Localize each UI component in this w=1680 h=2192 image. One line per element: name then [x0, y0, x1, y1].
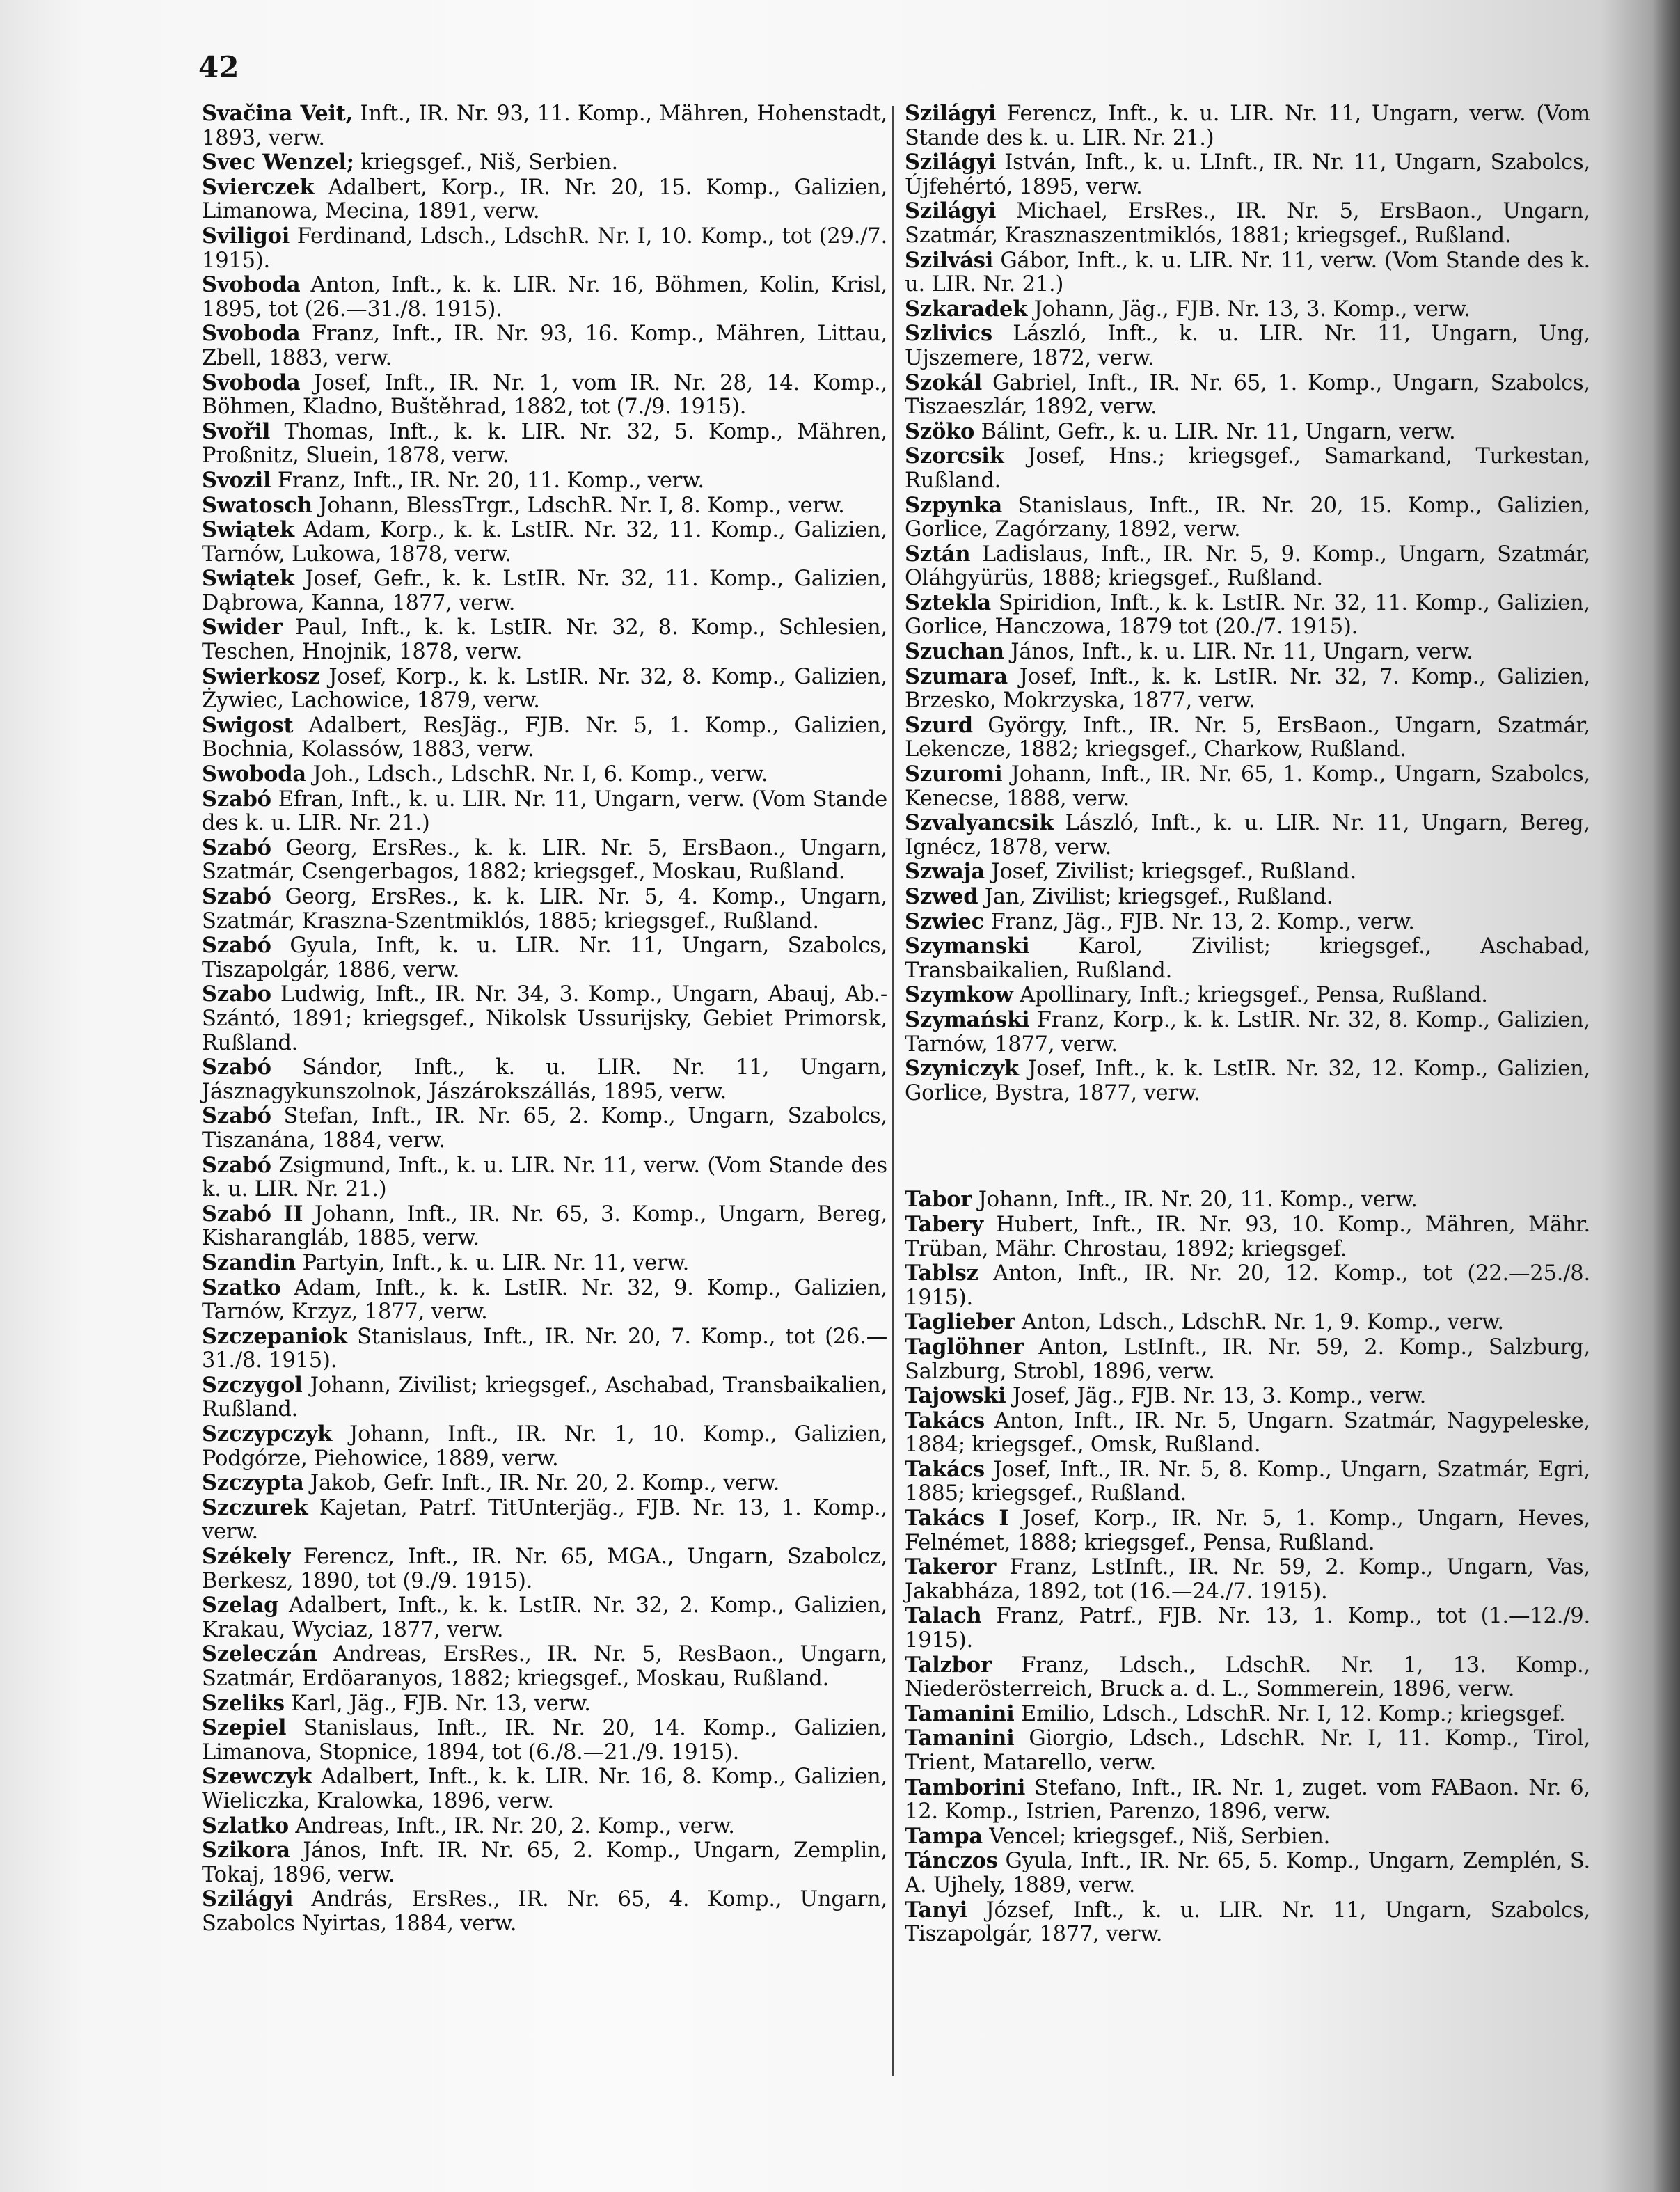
- list-entry: [202, 1104, 887, 1153]
- entry-details: Adalbert, Inft., k. k. LstIR. Nr. 32, 2. Komp., Galizien, Krakau, Wyciaz, 1877, verw.: [202, 1593, 887, 1642]
- list-entry: [905, 1898, 1590, 1947]
- list-entry: [202, 1814, 887, 1839]
- entry-details: Hubert, Inft., IR. Nr. 93, 10. Komp., Mähren, Mähr. Trüban, Mähr. Chrostau, 1892; kriegsgef.: [905, 1212, 1590, 1261]
- list-entry: [905, 1653, 1590, 1702]
- list-entry: [905, 1824, 1590, 1850]
- entry-details: Thomas, Inft., k. k. LIR. Nr. 32, 5. Komp., Mähren, Proßnitz, Sluein, 1878, verw.: [202, 419, 887, 468]
- entry-surname: Szelag: [202, 1593, 279, 1618]
- list-entry: [202, 567, 887, 615]
- entry-details: Jakob, Gefr. Inft., IR. Nr. 20, 2. Komp., verw.: [303, 1471, 780, 1496]
- entry-surname: Tanyi: [905, 1897, 968, 1923]
- entry-surname: Szilágyi: [905, 101, 997, 126]
- entry-surname: Svierczek: [202, 174, 315, 200]
- list-entry: [202, 1838, 887, 1887]
- entry-surname: Szabo: [202, 981, 271, 1007]
- list-entry: [905, 420, 1590, 445]
- list-entry: [202, 1496, 887, 1545]
- list-entry: [905, 1384, 1590, 1409]
- list-entry: [905, 249, 1590, 297]
- entry-details: Zsigmund, Inft., k. u. LIR. Nr. 11, verw. (Vom Stande des k. u. LIR. Nr. 21.): [202, 1153, 887, 1202]
- entry-surname: Szyniczyk: [905, 1056, 1019, 1082]
- entry-details: György, Inft., IR. Nr. 5, ErsBaon., Ungarn, Szatmár, Lekencze, 1882; kriegsgef., Charkow, Rußland.: [905, 713, 1590, 762]
- entry-details: László, Inft., k. u. LIR. Nr. 11, Ungarn, Bereg, Ignécz, 1878, verw.: [905, 811, 1590, 860]
- list-entry: [202, 1153, 887, 1202]
- entry-surname: Szczygol: [202, 1372, 303, 1398]
- entry-surname: Szokál: [905, 370, 982, 395]
- list-entry: [905, 983, 1590, 1008]
- list-entry: [905, 885, 1590, 910]
- entry-surname: Szabó: [202, 835, 271, 860]
- entry-surname: Sviligoi: [202, 223, 290, 249]
- entry-details: Andreas, ErsRes., IR. Nr. 5, ResBaon., Ungarn, Szatmár, Erdöaranyos, 1882; kriegsgef., Moskau, Rußland.: [202, 1642, 887, 1691]
- entry-details: Efran, Inft., k. u. LIR. Nr. 11, Ungarn, verw. (Vom Stande des k. u. LIR. Nr. 21.): [202, 787, 887, 836]
- list-entry: [905, 1702, 1590, 1727]
- entry-details: Adalbert, Inft., k. k. LIR. Nr. 16, 8. Komp., Galizien, Wieliczka, Kralowka, 1896, verw.: [202, 1765, 887, 1813]
- list-entry: [905, 665, 1590, 713]
- page-number: 42: [198, 50, 239, 84]
- list-entry: [202, 1325, 887, 1373]
- list-entry: [202, 982, 887, 1055]
- entry-details: Adam, Korp., k. k. LstIR. Nr. 32, 11. Komp., Galizien, Tarnów, Lukowa, 1878, verw.: [202, 518, 887, 567]
- entry-details: Gyula, Inft., IR. Nr. 65, 5. Komp., Ungarn, Zemplén, S. A. Ujhely, 1889, verw.: [905, 1849, 1590, 1898]
- entry-surname: Szabó: [202, 1055, 271, 1080]
- left-column: [202, 102, 887, 1937]
- list-entry: [905, 1849, 1590, 1898]
- entry-surname: Szwiec: [905, 908, 984, 934]
- entry-details: Vencel; kriegsgef., Niš, Serbien.: [982, 1824, 1331, 1849]
- entry-details: Adam, Inft., k. k. LstIR. Nr. 32, 9. Komp., Galizien, Tarnów, Krzyz, 1877, verw.: [202, 1275, 887, 1325]
- list-entry: [905, 322, 1590, 370]
- entry-details: Adalbert, Korp., IR. Nr. 20, 15. Komp., Galizien, Limanowa, Mecina, 1891, verw.: [202, 175, 887, 224]
- entry-surname: Svořil: [202, 418, 271, 444]
- list-entry: [202, 1251, 887, 1276]
- entry-surname: Szymanski: [905, 933, 1030, 959]
- list-entry: [202, 518, 887, 567]
- entry-surname: Sztán: [905, 541, 971, 567]
- entry-surname: Szilágyi: [202, 1886, 294, 1912]
- entry-details: Johann, Jäg., FJB. Nr. 13, 3. Komp., verw.: [1027, 297, 1471, 322]
- list-entry: [905, 494, 1590, 542]
- entry-surname: Tajowski: [905, 1383, 1006, 1409]
- list-entry: [202, 665, 887, 713]
- entry-surname: Tabor: [905, 1187, 972, 1213]
- entry-details: Gábor, Inft., k. u. LIR. Nr. 11, verw. (Vom Stande des k. u. LIR. Nr. 21.): [905, 248, 1590, 297]
- entry-details: János, Inft. IR. Nr. 65, 2. Komp., Ungarn, Zemplin, Tokaj, 1896, verw.: [202, 1838, 887, 1887]
- entry-surname: Szilvási: [905, 247, 994, 273]
- entry-details: Emilio, Ldsch., LdschR. Nr. I, 12. Komp.; kriegsgef.: [1014, 1701, 1566, 1726]
- entry-details: Apollinary, Inft.; kriegsgef., Pensa, Rußland.: [1013, 983, 1488, 1008]
- entry-surname: Talach: [905, 1603, 982, 1629]
- list-entry: [202, 1055, 887, 1104]
- list-entry: [905, 199, 1590, 248]
- entry-surname: Svozil: [202, 467, 271, 493]
- entry-surname: Szuchan: [905, 639, 1004, 665]
- entry-details: Stefan, Inft., IR. Nr. 65, 2. Komp., Ungarn, Szabolcs, Tiszanána, 1884, verw.: [202, 1104, 887, 1153]
- entry-details: Joh., Ldsch., LdschR. Nr. I, 6. Komp., verw.: [306, 762, 768, 787]
- entry-surname: Taglieber: [905, 1309, 1015, 1335]
- list-entry: [905, 1726, 1590, 1775]
- entry-surname: Szabó: [202, 786, 271, 812]
- entry-details: Johann, Inft., IR. Nr. 65, 1. Komp., Ungarn, Szabolcs, Kenecse, 1888, verw.: [905, 762, 1590, 811]
- entry-surname: Szkaradek: [905, 296, 1028, 322]
- entry-details: Stanislaus, Inft., IR. Nr. 20, 7. Komp., tot (26.—31./8. 1915).: [202, 1324, 887, 1373]
- entry-details: Josef, Gefr., k. k. LstIR. Nr. 32, 11. Komp., Galizien, Dąbrowa, Kanna, 1877, verw.: [202, 567, 887, 615]
- entry-surname: Svačina Veit,: [202, 101, 354, 126]
- entry-surname: Szöko: [905, 418, 975, 444]
- entry-details: Ferencz, Inft., k. u. LIR. Nr. 11, Ungarn, verw. (Vom Stande des k. u. LIR. Nr. 21.): [905, 102, 1590, 150]
- entry-surname: Szabó: [202, 1152, 271, 1178]
- entry-surname: Takács: [905, 1456, 985, 1482]
- list-entry: [905, 542, 1590, 591]
- list-entry: [202, 273, 887, 322]
- entry-details: Spiridion, Inft., k. k. LstIR. Nr. 32, 11. Komp., Galizien, Gorlice, Hanczowa, 1879 tot (20./7. 1915).: [905, 590, 1590, 640]
- entry-surname: Svoboda: [202, 321, 301, 347]
- entry-details: Bálint, Gefr., k. u. LIR. Nr. 11, Ungarn, verw.: [974, 419, 1456, 444]
- entry-surname: Szewczyk: [202, 1764, 312, 1790]
- section-gap: [905, 1105, 1590, 1188]
- entry-surname: Szczypta: [202, 1470, 304, 1496]
- list-entry: [905, 150, 1590, 199]
- entry-surname: Szepiel: [202, 1715, 287, 1741]
- entry-details: Franz, Ldsch., LdschR. Nr. 1, 13. Komp., Niederösterreich, Bruck a. d. L., Sommerein, 1896, verw.: [905, 1653, 1590, 1702]
- entry-surname: Takács I: [905, 1506, 1009, 1531]
- entry-surname: Tampa: [905, 1823, 983, 1849]
- page-edge-shadow: [1652, 0, 1680, 2192]
- entry-surname: Szeliks: [202, 1690, 285, 1716]
- entry-details: Johann, Inft., IR. Nr. 65, 3. Komp., Ungarn, Bereg, Kisharangláb, 1885, verw.: [202, 1201, 887, 1251]
- entry-details: Ferencz, Inft., IR. Nr. 65, MGA., Ungarn, Szabolcz, Berkesz, 1890, tot (9./9. 1915).: [202, 1545, 887, 1593]
- entry-details: András, ErsRes., IR. Nr. 65, 4. Komp., Ungarn, Szabolcs Nyirtas, 1884, verw.: [202, 1887, 887, 1936]
- entry-surname: Tamanini: [905, 1726, 1015, 1751]
- list-entry: [202, 836, 887, 885]
- list-entry: [202, 1276, 887, 1325]
- entry-surname: Svec Wenzel;: [202, 150, 354, 175]
- entry-details: Franz, Inft., IR. Nr. 20, 11. Komp., verw.: [271, 468, 704, 493]
- entry-details: Franz, LstInft., IR. Nr. 59, 2. Komp., Ungarn, Vas, Jakabháza, 1892, tot (16.—24./7. 1915).: [905, 1555, 1590, 1604]
- entry-surname: Swatosch: [202, 492, 312, 518]
- entry-details: Giorgio, Ldsch., LdschR. Nr. I, 11. Komp., Tirol, Trient, Matarello, verw.: [905, 1726, 1590, 1775]
- entry-surname: Sztekla: [905, 590, 991, 615]
- entry-details: János, Inft., k. u. LIR. Nr. 11, Ungarn, verw.: [1004, 640, 1473, 665]
- entry-details: Johann, Zivilist; kriegsgef., Aschabad, Transbaikalien, Rußland.: [202, 1373, 887, 1422]
- entry-details: Ladislaus, Inft., IR. Nr. 5, 9. Komp., Ungarn, Szatmár, Oláhgyürüs, 1888; kriegsgef., Rußland.: [905, 542, 1590, 591]
- list-entry: [202, 762, 887, 787]
- entry-surname: Szlatko: [202, 1813, 289, 1838]
- list-entry: [905, 1008, 1590, 1057]
- entry-surname: Szabó: [202, 884, 271, 909]
- entry-details: Karol, Zivilist; kriegsgef., Aschabad, Transbaikalien, Rußland.: [905, 934, 1590, 983]
- list-entry: [202, 1765, 887, 1813]
- list-entry: [202, 1545, 887, 1593]
- entry-surname: Szuromi: [905, 762, 1003, 787]
- entry-surname: Takeror: [905, 1554, 997, 1580]
- entry-details: István, Inft., k. u. LInft., IR. Nr. 11, Ungarn, Szabolcs, Újfehértó, 1895, verw.: [905, 150, 1590, 199]
- entry-surname: Swoboda: [202, 762, 306, 787]
- entry-surname: Tánczos: [905, 1848, 998, 1874]
- entry-surname: Szabó: [202, 1103, 271, 1129]
- entry-surname: Szczurek: [202, 1495, 308, 1520]
- entry-details: Franz, Jäg., FJB. Nr. 13, 2. Komp., verw.: [983, 909, 1415, 934]
- list-entry: [905, 1604, 1590, 1653]
- entry-surname: Szymański: [905, 1007, 1030, 1032]
- entry-surname: Swierkosz: [202, 663, 320, 689]
- entry-details: Kajetan, Patrf. TitUnterjäg., FJB. Nr. 13, 1. Komp., verw.: [202, 1495, 887, 1545]
- entry-surname: Szilágyi: [905, 150, 997, 175]
- list-entry: [202, 150, 887, 175]
- list-entry: [905, 1335, 1590, 1384]
- list-entry: [905, 1057, 1590, 1105]
- entry-surname: Szczypczyk: [202, 1421, 333, 1447]
- list-entry: [202, 371, 887, 420]
- entry-surname: Szumara: [905, 663, 1008, 689]
- list-entry: [202, 1593, 887, 1642]
- entry-surname: Szabó: [202, 933, 271, 959]
- entry-details: Josef, Jäg., FJB. Nr. 13, 3. Komp., verw.: [1006, 1384, 1427, 1409]
- entry-surname: Szandin: [202, 1249, 296, 1275]
- entry-details: Karl, Jäg., FJB. Nr. 13, verw.: [284, 1691, 591, 1716]
- entry-details: Johann, Inft., IR. Nr. 20, 11. Komp., verw.: [972, 1188, 1418, 1213]
- entry-details: Paul, Inft., k. k. LstIR. Nr. 32, 8. Komp., Schlesien, Teschen, Hnojnik, 1878, verw.: [202, 615, 887, 665]
- entry-details: Stefano, Inft., IR. Nr. 1, zuget. vom FABaon. Nr. 6, 12. Komp., Istrien, Parenzo, 1896, verw.: [905, 1775, 1590, 1824]
- entry-details: Johann, Inft., IR. Nr. 1, 10. Komp., Galizien, Podgórze, Piehowice, 1889, verw.: [202, 1422, 887, 1471]
- entry-details: József, Inft., k. u. LIR. Nr. 11, Ungarn, Szabolcs, Tiszapolgár, 1877, verw.: [905, 1898, 1590, 1947]
- entry-details: Josef, Inft., k. k. LstIR. Nr. 32, 12. Komp., Galizien, Gorlice, Bystra, 1877, verw.: [905, 1057, 1590, 1105]
- entry-details: Josef, Korp., IR. Nr. 5, 1. Komp., Ungarn, Heves, Felnémet, 1888; kriegsgef., Pensa, Rußland.: [905, 1506, 1591, 1555]
- list-entry: [905, 371, 1590, 420]
- list-entry: [905, 762, 1590, 811]
- list-entry: [905, 297, 1590, 322]
- entry-details: kriegsgef., Niš, Serbien.: [354, 150, 618, 175]
- list-entry: [905, 1188, 1590, 1213]
- entry-surname: Swider: [202, 615, 283, 640]
- entry-details: László, Inft., k. u. LIR. Nr. 11, Ungarn, Ung, Ujszemere, 1872, verw.: [905, 322, 1590, 370]
- list-entry: [202, 494, 887, 519]
- list-entry: [905, 860, 1590, 885]
- entry-surname: Takács: [905, 1408, 985, 1433]
- entry-details: Adalbert, ResJäg., FJB. Nr. 5, 1. Komp., Galizien, Bochnia, Kolassów, 1883, verw.: [202, 713, 887, 762]
- list-entry: [202, 322, 887, 370]
- list-entry: [905, 910, 1590, 935]
- list-entry: [905, 1555, 1590, 1604]
- entry-details: Ferdinand, Ldsch., LdschR. Nr. I, 10. Komp., tot (29./7. 1915).: [202, 223, 887, 273]
- column-divider: [892, 106, 894, 2076]
- entry-surname: Tamanini: [905, 1701, 1015, 1726]
- entry-surname: Szilágyi: [905, 198, 997, 224]
- right-column: [905, 102, 1590, 1947]
- entry-surname: Tablsz: [905, 1261, 978, 1286]
- entry-surname: Szczepaniok: [202, 1323, 347, 1349]
- entry-details: Anton, Inft., IR. Nr. 20, 12. Komp., tot (22.—25./8. 1915).: [905, 1261, 1590, 1310]
- entry-surname: Tabery: [905, 1211, 983, 1237]
- list-entry: [905, 934, 1590, 983]
- entry-details: Josef, Inft., k. k. LstIR. Nr. 32, 7. Komp., Galizien, Brzesko, Mokrzyska, 1877, verw.: [905, 664, 1590, 713]
- entry-surname: Szabó II: [202, 1201, 303, 1227]
- entry-details: Franz, Inft., IR. Nr. 93, 16. Komp., Mähren, Littau, Zbell, 1883, verw.: [202, 322, 887, 370]
- list-entry: [202, 713, 887, 762]
- list-entry: [905, 1776, 1590, 1824]
- entry-details: Georg, ErsRes., k. k. LIR. Nr. 5, ErsBaon., Ungarn, Szatmár, Csengerbagos, 1882; kriegsgef., Moskau, Rußland.: [202, 835, 887, 885]
- list-entry: [905, 1506, 1590, 1555]
- list-entry: [202, 787, 887, 836]
- list-entry: [202, 1202, 887, 1251]
- list-entry: [202, 175, 887, 224]
- entry-surname: Swiątek: [202, 566, 294, 592]
- list-entry: [202, 1887, 887, 1936]
- entry-surname: Szurd: [905, 712, 973, 738]
- entry-details: Inft., IR. Nr. 93, 11. Komp., Mähren, Hohenstadt, 1893, verw.: [202, 102, 888, 150]
- entry-details: Josef, Korp., k. k. LstIR. Nr. 32, 8. Komp., Galizien, Żywiec, Lachowice, 1879, verw.: [202, 664, 887, 713]
- entry-details: Anton, Ldsch., LdschR. Nr. 1, 9. Komp., verw.: [1015, 1310, 1504, 1335]
- list-entry: [202, 1692, 887, 1717]
- entry-details: Georg, ErsRes., k. k. LIR. Nr. 5, 4. Komp., Ungarn, Szatmár, Kraszna-Szentmiklós, 1885; kriegsgef., Rußland.: [202, 885, 887, 933]
- list-entry: [202, 1716, 887, 1765]
- list-entry: [202, 885, 887, 933]
- list-entry: [905, 1261, 1590, 1310]
- list-entry: [202, 1471, 887, 1496]
- list-entry: [905, 1409, 1590, 1458]
- entry-surname: Szymkow: [905, 982, 1013, 1008]
- list-entry: [202, 102, 887, 150]
- list-entry: [202, 224, 887, 273]
- entry-details: Anton, LstInft., IR. Nr. 59, 2. Komp., Salzburg, Salzburg, Strobl, 1896, verw.: [905, 1334, 1590, 1384]
- list-entry: [202, 468, 887, 494]
- entry-details: Michael, ErsRes., IR. Nr. 5, ErsBaon., Ungarn, Szatmár, Krasznaszentmiklós, 1881; kriegsgef., Rußland.: [905, 199, 1590, 248]
- entry-details: Sándor, Inft., k. u. LIR. Nr. 11, Ungarn, Jásznagykunszolnok, Jászárokszállás, 1895, verw.: [202, 1055, 887, 1104]
- entry-surname: Taglöhner: [905, 1334, 1024, 1359]
- entry-details: Anton, Inft., IR. Nr. 5, Ungarn. Szatmár, Nagypeleske, 1884; kriegsgef., Omsk, Rußland.: [905, 1408, 1590, 1458]
- entry-surname: Svoboda: [202, 272, 301, 298]
- entry-details: Stanislaus, Inft., IR. Nr. 20, 14. Komp., Galizien, Limanova, Stopnice, 1894, tot (6./8.—21./9. 1915).: [202, 1716, 887, 1765]
- entry-surname: Székely: [202, 1544, 291, 1570]
- entry-surname: Szlivics: [905, 321, 992, 347]
- entry-surname: Szwed: [905, 884, 978, 909]
- entry-surname: Szpynka: [905, 492, 1003, 518]
- entry-surname: Szvalyancsik: [905, 810, 1054, 836]
- entry-details: Partyin, Inft., k. u. LIR. Nr. 11, verw.: [295, 1250, 690, 1275]
- list-entry: [905, 1310, 1590, 1335]
- entry-details: Anton, Inft., k. k. LIR. Nr. 16, Böhmen, Kolin, Krisl, 1895, tot (26.—31./8. 1915).: [202, 273, 887, 322]
- entry-details: Josef, Inft., IR. Nr. 1, vom IR. Nr. 28, 14. Komp., Böhmen, Kladno, Buštěhrad, 1882, tot (7./9. 1915).: [202, 370, 887, 420]
- entry-details: Josef, Inft., IR. Nr. 5, 8. Komp., Ungarn, Szatmár, Egri, 1885; kriegsgef., Rußland.: [905, 1457, 1590, 1506]
- list-entry: [905, 640, 1590, 665]
- entry-surname: Szwaja: [905, 859, 985, 885]
- entry-surname: Tamborini: [905, 1774, 1026, 1800]
- list-entry: [202, 1422, 887, 1471]
- entry-surname: Szikora: [202, 1838, 290, 1863]
- entry-details: Jan, Zivilist; kriegsgef., Rußland.: [978, 885, 1333, 909]
- entry-details: Stanislaus, Inft., IR. Nr. 20, 15. Komp., Galizien, Gorlice, Zagórzany, 1892, verw.: [905, 493, 1590, 542]
- entry-details: Josef, Hns.; kriegsgef., Samarkand, Turkestan, Rußland.: [905, 444, 1590, 493]
- entry-surname: Svoboda: [202, 370, 301, 395]
- entry-details: Andreas, Inft., IR. Nr. 20, 2. Komp., verw.: [288, 1813, 735, 1838]
- entry-details: Gabriel, Inft., IR. Nr. 65, 1. Komp., Ungarn, Szabolcs, Tiszaeszlár, 1892, verw.: [905, 370, 1590, 420]
- list-entry: [905, 1458, 1590, 1506]
- list-entry: [202, 1642, 887, 1691]
- entry-surname: Szeleczán: [202, 1641, 317, 1667]
- entry-details: Ludwig, Inft., IR. Nr. 34, 3. Komp., Ungarn, Abauj, Ab.-Szántó, 1891; kriegsgef., Nikolsk Ussurijsky, Gebiet Primorsk, Rußland.: [202, 982, 887, 1055]
- list-entry: [905, 102, 1590, 150]
- entry-details: Gyula, Inft, k. u. LIR. Nr. 11, Ungarn, Szabolcs, Tiszapolgár, 1886, verw.: [202, 933, 887, 982]
- list-entry: [202, 933, 887, 982]
- list-entry: [202, 420, 887, 468]
- list-entry: [202, 615, 887, 664]
- entry-surname: Swigost: [202, 712, 294, 738]
- list-entry: [202, 1373, 887, 1422]
- list-entry: [905, 1213, 1590, 1261]
- list-entry: [905, 444, 1590, 493]
- entry-surname: Talzbor: [905, 1652, 992, 1678]
- list-entry: [905, 811, 1590, 860]
- entry-details: Josef, Zivilist; kriegsgef., Rußland.: [984, 860, 1356, 885]
- list-entry: [905, 591, 1590, 640]
- list-entry: [905, 713, 1590, 762]
- entry-details: Franz, Patrf., FJB. Nr. 13, 1. Komp., tot (1.—12./9. 1915).: [905, 1604, 1590, 1653]
- entry-surname: Szatko: [202, 1275, 281, 1300]
- entry-details: Johann, BlessTrgr., LdschR. Nr. I, 8. Komp., verw.: [312, 493, 845, 518]
- entry-details: Franz, Korp., k. k. LstIR. Nr. 32, 8. Komp., Galizien, Tarnów, 1877, verw.: [905, 1007, 1590, 1057]
- entry-surname: Swiątek: [202, 517, 294, 543]
- entry-surname: Szorcsik: [905, 443, 1004, 469]
